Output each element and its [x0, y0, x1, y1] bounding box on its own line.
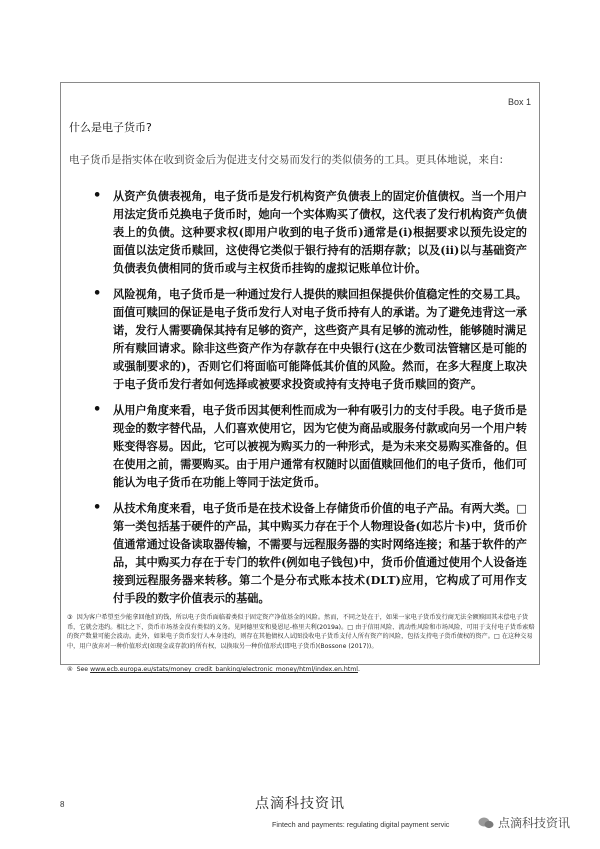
- footnote-suffix: .: [357, 666, 360, 674]
- footnotes: [67, 613, 537, 689]
- footnote-mark: ③: [67, 614, 73, 621]
- footnote: [67, 613, 537, 651]
- page-number: 8: [60, 800, 65, 809]
- ecb-link[interactable]: www.ecb.europa.eu/stats/money_credit_banking/electronic_money/html/index.en.html: [90, 666, 358, 674]
- watermark-text: 点滴科技资讯: [498, 816, 571, 830]
- list-item: [91, 499, 527, 607]
- chat-bubble-icon: [478, 816, 494, 830]
- document-subtitle: Fintech and payments: regulating digital payment servic: [272, 820, 450, 829]
- bullet-text: 从技术角度来看，电子货币是在技术设备上存储货币价值的电子产品。有两大类。□ 第一类包括基于硬件的产品，其中购买力存在于个人物理设备(如芯片卡)中，货币价值通常通过设备读取器传输，不需要与远程服务器的实时网络连接；和基于软件的产品，其中购买力存在于专门的软件(例如电子钱包)中，货币价值通过使用个人设备连接到远程服务器来转移。第二个是分布式账本技术(DLT)应用，它构成了可用作支付手段的数字价值表示的基础。: [113, 501, 527, 605]
- footnote: [67, 665, 537, 675]
- list-item: [91, 187, 527, 277]
- box-title: 什么是电子货币?: [69, 121, 152, 134]
- list-item: [91, 285, 527, 393]
- bullet-text: 从资产负债表视角，电子货币是发行机构资产负债表上的固定价值债权。当一个用户用法定货币兑换电子货币时，她向一个实体购买了债权，这代表了发行机构资产负债表上的负债。这种要求权(即用户收到的电子货币)通常是(i)根据要求以预先设定的面值以法定货币赎回，这使得它类似于银行持有的活期存款；以及(ii)以与基础资产负债表负债相同的货币或与主权货币挂钩的虚拟记账单位计价。: [113, 189, 527, 275]
- watermark: [478, 814, 570, 831]
- bullet-text: 从用户角度来看，电子货币因其便利性而成为一种有吸引力的支付手段。电子货币是现金的数字替代品，人们喜欢使用它，因为它使为商品或服务付款或向另一个用户转账变得容易。因此，它可以被视为购买力的一种形式，是为未来交易购买准备的。但在使用之前，需要购买。由于用户通常有权随时以面值赎回他们的电子货币，他们可能认为电子货币在功能上等同于法定货币。: [113, 403, 527, 489]
- bullet-icon: •: [93, 286, 102, 301]
- bullet-list: [91, 187, 527, 615]
- bullet-text: 风险视角，电子货币是一种通过发行人提供的赎回担保提供价值稳定性的交易工具。面值可赎回的保证是电子货币发行人对电子货币持有人的承诺。为了避免违背这一承诺，发行人需要确保其持有足够的资产，这些资产具有足够的流动性，能够随时满足所有赎回请求。除非这些资产作为存款存在中央银行(这在少数司法管辖区是可能的或强制要求的)，否则它们将面临可能降低其价值的风险。然而，在多大程度上取决于电子货币发行者如何选择或被要求投资或持有支持电子货币赎回的资产。: [113, 287, 527, 391]
- footnote-mark: ④: [67, 666, 73, 674]
- box-label: Box 1: [507, 97, 531, 107]
- brand-title: 点滴科技资讯: [255, 796, 345, 812]
- list-item: [91, 401, 527, 491]
- bullet-icon: •: [93, 500, 102, 515]
- bullet-icon: •: [93, 188, 102, 203]
- info-box: [60, 82, 540, 674]
- box-intro: 电子货币是指实体在收到资金后为促进支付交易而发行的类似债务的工具。更具体地说，来自:: [69, 154, 504, 166]
- bullet-icon: •: [93, 402, 102, 417]
- footnote-text: 因为客户希望至少能拿回他们的钱，所以电子货币面临着类似于固定资产净值基金的风险。然而，不同之处在于，如果一家电子货币发行商无法全额赎回其未偿电子货币，它就会违约。相比之下，货币市场基金没有类似的义务。见阿德里安和曼恩尼-格里夫利(2019a)。□ 由于信用风险、流动性风险和市场风险，可用于支付电子货币索赔的资产数量可能会波动。此外，如果电子货币发行人本身违约，则存在其他债权人试图没收电子货币支付人所有资产的风险，包括支持电子货币债权的资产。□ 在这种交易中，用户放弃对一种价值形式(如现金或存款)的所有权，以换取另一种价值形式(即电子货币)(Bossone (2017))。: [67, 614, 535, 650]
- footnote-prefix: See: [76, 666, 91, 674]
